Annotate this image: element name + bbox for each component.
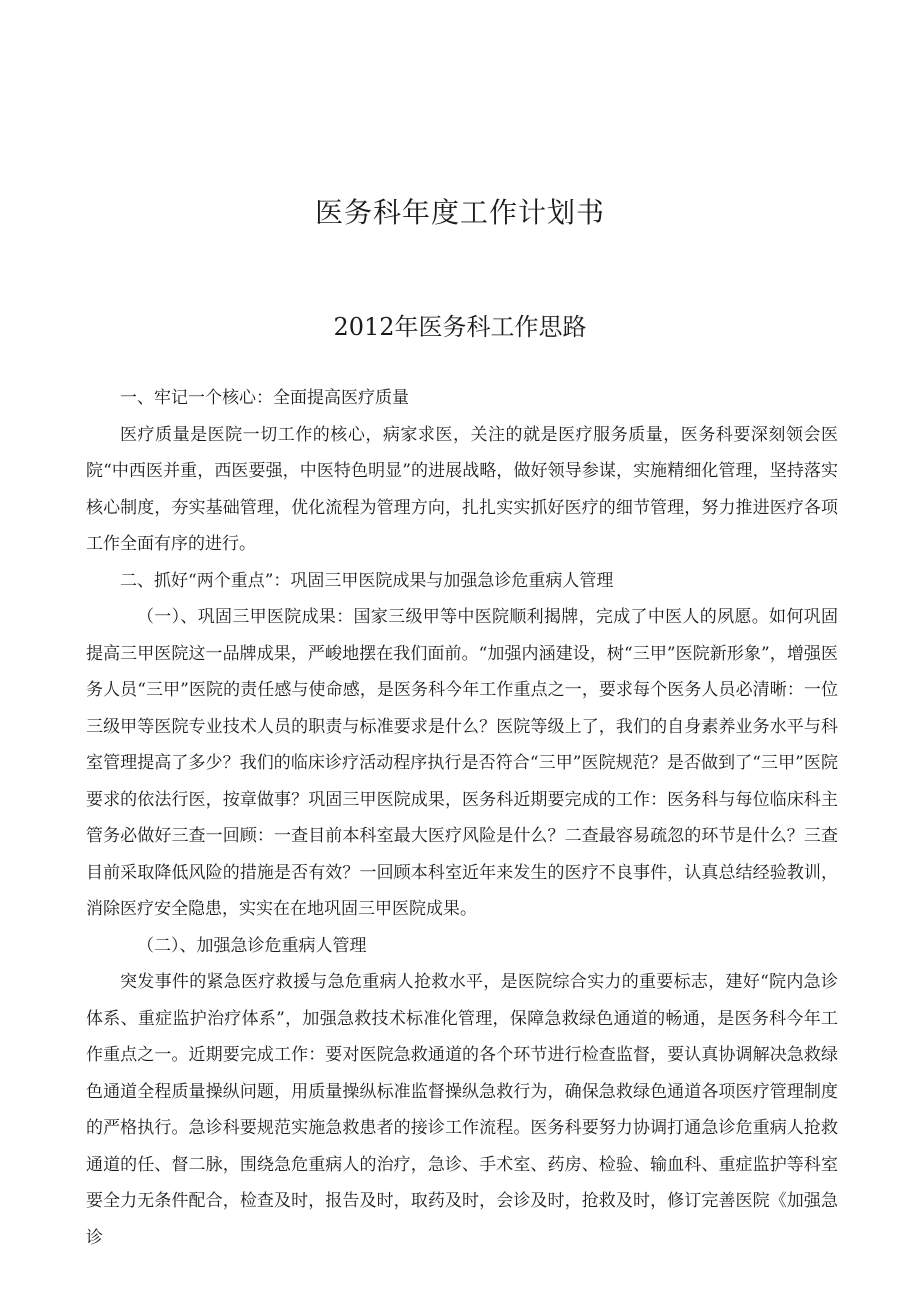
subsection-heading: （二）、加强急诊危重病人管理 [137,935,367,956]
section-heading: 二、抓好“两个重点”：巩固三甲医院成果与加强急诊危重病人管理 [120,570,614,591]
paragraph: 突发事件的紧急医疗救援与急危重病人抢救水平，是医院综合实力的重要标志，建好“院内急诊体系、重症监护治疗体系”，加强急救技术标准化管理，保障急救绿色通道的畅通，是医务科今年工作重点之一。近期要完成工作：要对医院急救通道的各个环节进行检查监督，要认真协调解决急救绿色通道全程质量操纵问题，用质量操纵标准监督操纵急救行为，确保急救绿色通道各项医疗管理制度的严格执行。急诊科要规范实施急救患者的接诊工作流程。医务科要努力协调打通急诊危重病人抢救通道的任、督二脉，围绕急危重病人的治疗，急诊、手术室、药房、检验、输血科、重症监护等科室要全力无条件配合，检查及时，报告及时，取药及时，会诊及时，抢救及时，修订完善医院《加强急诊 [86,972,838,1248]
section-heading: 一、牢记一个核心：全面提高医疗质量 [120,388,409,408]
document-subtitle: 2012年医务科工作思路 [333,313,587,341]
document-body [86,380,838,1256]
subsection-paragraph: （一）、巩固三甲医院成果：国家三级甲等中医院顺利揭牌，完成了中医人的夙愿。如何巩固提高三甲医院这一品牌成果，严峻地摆在我们面前。“加强内涵建设，树“三甲”医院新形象”，增强医务人员“三甲”医院的责任感与使命感，是医务科今年工作重点之一，要求每个医务人员必清晰：一位三级甲等医院专业技术人员的职责与标准要求是什么？医院等级上了，我们的自身素养业务水平与科室管理提高了多少？我们的临床诊疗活动程序执行是否符合“三甲”医院规范？是否做到了“三甲”医院要求的依法行医，按章做事？巩固三甲医院成果，医务科近期要完成的工作：医务科与每位临床科主管务必做好三查一回顾：一查目前本科室最大医疗风险是什么？二查最容易疏忽的环节是什么？三查目前采取降低风险的措施是否有效？一回顾本科室近年来发生的医疗不良事件，认真总结经验教训，消除医疗安全隐患，实实在在地巩固三甲医院成果。 [86,607,838,919]
document-title: 医务科年度工作计划书 [314,196,605,229]
paragraph: 医疗质量是医院一切工作的核心，病家求医，关注的就是医疗服务质量，医务科要深刻领会医院“中西医并重，西医要强，中医特色明显”的进展战略，做好领导参谋，实施精细化管理，坚持落实核心制度，夯实基础管理，优化流程为管理方向，扎扎实实抓好医疗的细节管理，努力推进医疗各项工作全面有序的进行。 [86,424,838,554]
